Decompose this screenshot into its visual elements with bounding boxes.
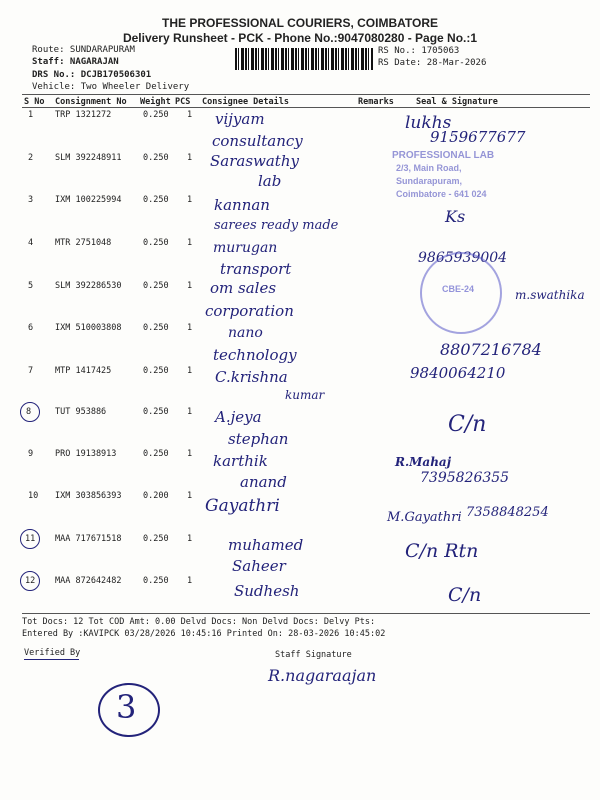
row-consignment: MAA 872642482: [55, 576, 122, 586]
row-sno: 10: [28, 491, 39, 501]
row-weight: 0.250: [143, 153, 169, 163]
row-pcs: 1: [187, 534, 193, 544]
row-weight: 0.250: [143, 576, 169, 586]
row-consignment: SLM 392286530: [55, 281, 122, 291]
row-consignment: MAA 717671518: [55, 534, 122, 544]
route-label: Route: SUNDARAPURAM: [32, 45, 135, 55]
staff-label: Staff: NAGARAJAN: [32, 57, 119, 67]
entered-by-line: Entered By :KAVIPCK 03/28/2026 10:45:16 Printed On: 28-03-2026 10:45:02: [22, 629, 386, 639]
row-weight: 0.200: [143, 491, 169, 501]
big-number: 3: [116, 688, 137, 726]
col-remarks: Remarks: [358, 97, 394, 107]
row-signature: C/n: [448, 412, 487, 437]
row-name2: technology: [213, 346, 297, 364]
row-sno: 5: [28, 281, 34, 291]
row-weight: 0.250: [143, 195, 169, 205]
row-sno: 4: [28, 238, 34, 248]
row-sno: 9: [28, 449, 34, 459]
row-signature: m.swathika: [515, 288, 585, 302]
row-name2: consultancy: [212, 132, 303, 150]
rs-no: RS No.: 1705063: [378, 46, 460, 56]
header-rule: [22, 94, 590, 95]
seal-stamp-label: CBE-24: [442, 284, 475, 294]
row-name1: C.krishna: [215, 368, 288, 386]
col-consignment: Consignment No: [55, 97, 127, 107]
row-pcs: 1: [187, 407, 193, 417]
row-pcs: 1: [187, 281, 193, 291]
row-pcs: 1: [187, 323, 193, 333]
row-weight: 0.250: [143, 238, 169, 248]
row-weight: 0.250: [143, 407, 169, 417]
row-consignment: SLM 392248911: [55, 153, 122, 163]
row-name1: A.jeya: [215, 408, 262, 426]
row-weight: 0.250: [143, 534, 169, 544]
row-name1: Sudhesh: [234, 582, 300, 600]
runsheet-subtitle: Delivery Runsheet - PCK - Phone No.:9047080280 - Page No.:1: [122, 31, 478, 45]
row-extra-mark: M.Gayathri: [387, 510, 462, 525]
staff-signature: R.nagaraajan: [268, 666, 377, 685]
row-signature: 9865939004: [418, 250, 508, 266]
row-stamp: PROFESSIONAL LAB: [392, 150, 495, 161]
row-sno: 12: [25, 576, 36, 586]
row-pcs: 1: [187, 366, 193, 376]
totals-line: Tot Docs: 12 Tot COD Amt: 0.00 Delvd Docs: Non Delvd Docs: Delvy Pts:: [22, 617, 376, 627]
row-weight: 0.250: [143, 110, 169, 120]
row-pcs: 1: [187, 110, 193, 120]
row-consignment: IXM 510003808: [55, 323, 122, 333]
row-stamp-line: Coimbatore - 641 024: [396, 189, 487, 199]
row-weight: 0.250: [143, 449, 169, 459]
row-name1: karthik: [213, 452, 268, 470]
row-pcs: 1: [187, 449, 193, 459]
rs-date: RS Date: 28-Mar-2026: [378, 58, 487, 68]
row-signature: Ks: [445, 207, 466, 226]
verified-underline: [24, 659, 79, 660]
barcode: [235, 48, 373, 70]
drs-label: DRS No.: DCJB170506301: [32, 70, 152, 80]
header-rule-bottom: [22, 107, 590, 108]
row-consignment: IXM 303856393: [55, 491, 122, 501]
row-name2: kumar: [285, 388, 325, 402]
row-pcs: 1: [187, 195, 193, 205]
col-seal-signature: Seal & Signature: [416, 97, 498, 107]
row-consignment: MTP 1417425: [55, 366, 112, 376]
col-sno: S No: [24, 97, 45, 107]
row-sno: 3: [28, 195, 34, 205]
row-stamp-line: 2/3, Main Road,: [396, 163, 462, 173]
row-sno: 8: [26, 407, 32, 417]
row-name2: lab: [258, 172, 282, 190]
row-name1: muhamed: [228, 536, 304, 554]
row-sno: 11: [25, 534, 36, 544]
col-weight: Weight: [140, 97, 171, 107]
row-weight: 0.250: [143, 366, 169, 376]
staff-signature-label: Staff Signature: [275, 650, 352, 660]
row-name2: corporation: [205, 302, 294, 320]
row-name1: nano: [228, 325, 263, 341]
row-sno: 1: [28, 110, 34, 120]
vehicle-label: Vehicle: Two Wheeler Delivery: [32, 82, 190, 92]
row-weight: 0.250: [143, 281, 169, 291]
row-pcs: 1: [187, 238, 193, 248]
row-name2: anand: [240, 473, 287, 491]
row-sno: 7: [28, 366, 34, 376]
verified-by-label: Verified By: [24, 648, 81, 658]
row-name2: stephan: [228, 430, 289, 448]
row-name1: Saraswathy: [210, 152, 299, 170]
row-pcs: 1: [187, 576, 193, 586]
row-name1: Gayathri: [205, 496, 280, 516]
row-name2: sarees ready made: [214, 218, 339, 233]
row-extra-mark: R.Mahaj: [395, 455, 452, 469]
row-signature: 7358848254: [466, 505, 549, 520]
row-name1: murugan: [213, 240, 278, 256]
row-consignment: TUT 953886: [55, 407, 107, 417]
row-consignment: IXM 100225994: [55, 195, 122, 205]
footer-rule: [22, 613, 590, 614]
row-signature: 8807216784: [440, 340, 542, 359]
row-name1: vijyam: [215, 110, 265, 128]
row-signature: 9840064210: [410, 364, 506, 382]
col-pcs: PCS: [175, 97, 191, 107]
row-name2: Saheer: [232, 557, 286, 575]
row-signature: 9159677677: [430, 128, 526, 146]
row-name1: om sales: [210, 279, 277, 297]
company-title: THE PROFESSIONAL COURIERS, COIMBATORE: [161, 16, 439, 30]
row-consignment: TRP 1321272: [55, 110, 112, 120]
row-name2: transport: [220, 260, 292, 278]
row-pcs: 1: [187, 491, 193, 501]
row-extra-mark: lukhs: [405, 113, 452, 133]
row-stamp-line: Sundarapuram,: [396, 176, 463, 186]
row-weight: 0.250: [143, 323, 169, 333]
row-sno: 2: [28, 153, 34, 163]
row-sno: 6: [28, 323, 34, 333]
row-signature: 7395826355: [420, 470, 510, 486]
row-name1: kannan: [214, 196, 270, 214]
row-signature: C/n: [448, 584, 482, 606]
row-pcs: 1: [187, 153, 193, 163]
col-consignee: Consignee Details: [202, 97, 289, 107]
row-signature: C/n Rtn: [405, 540, 479, 562]
row-consignment: MTR 2751048: [55, 238, 112, 248]
row-consignment: PRO 19138913: [55, 449, 117, 459]
